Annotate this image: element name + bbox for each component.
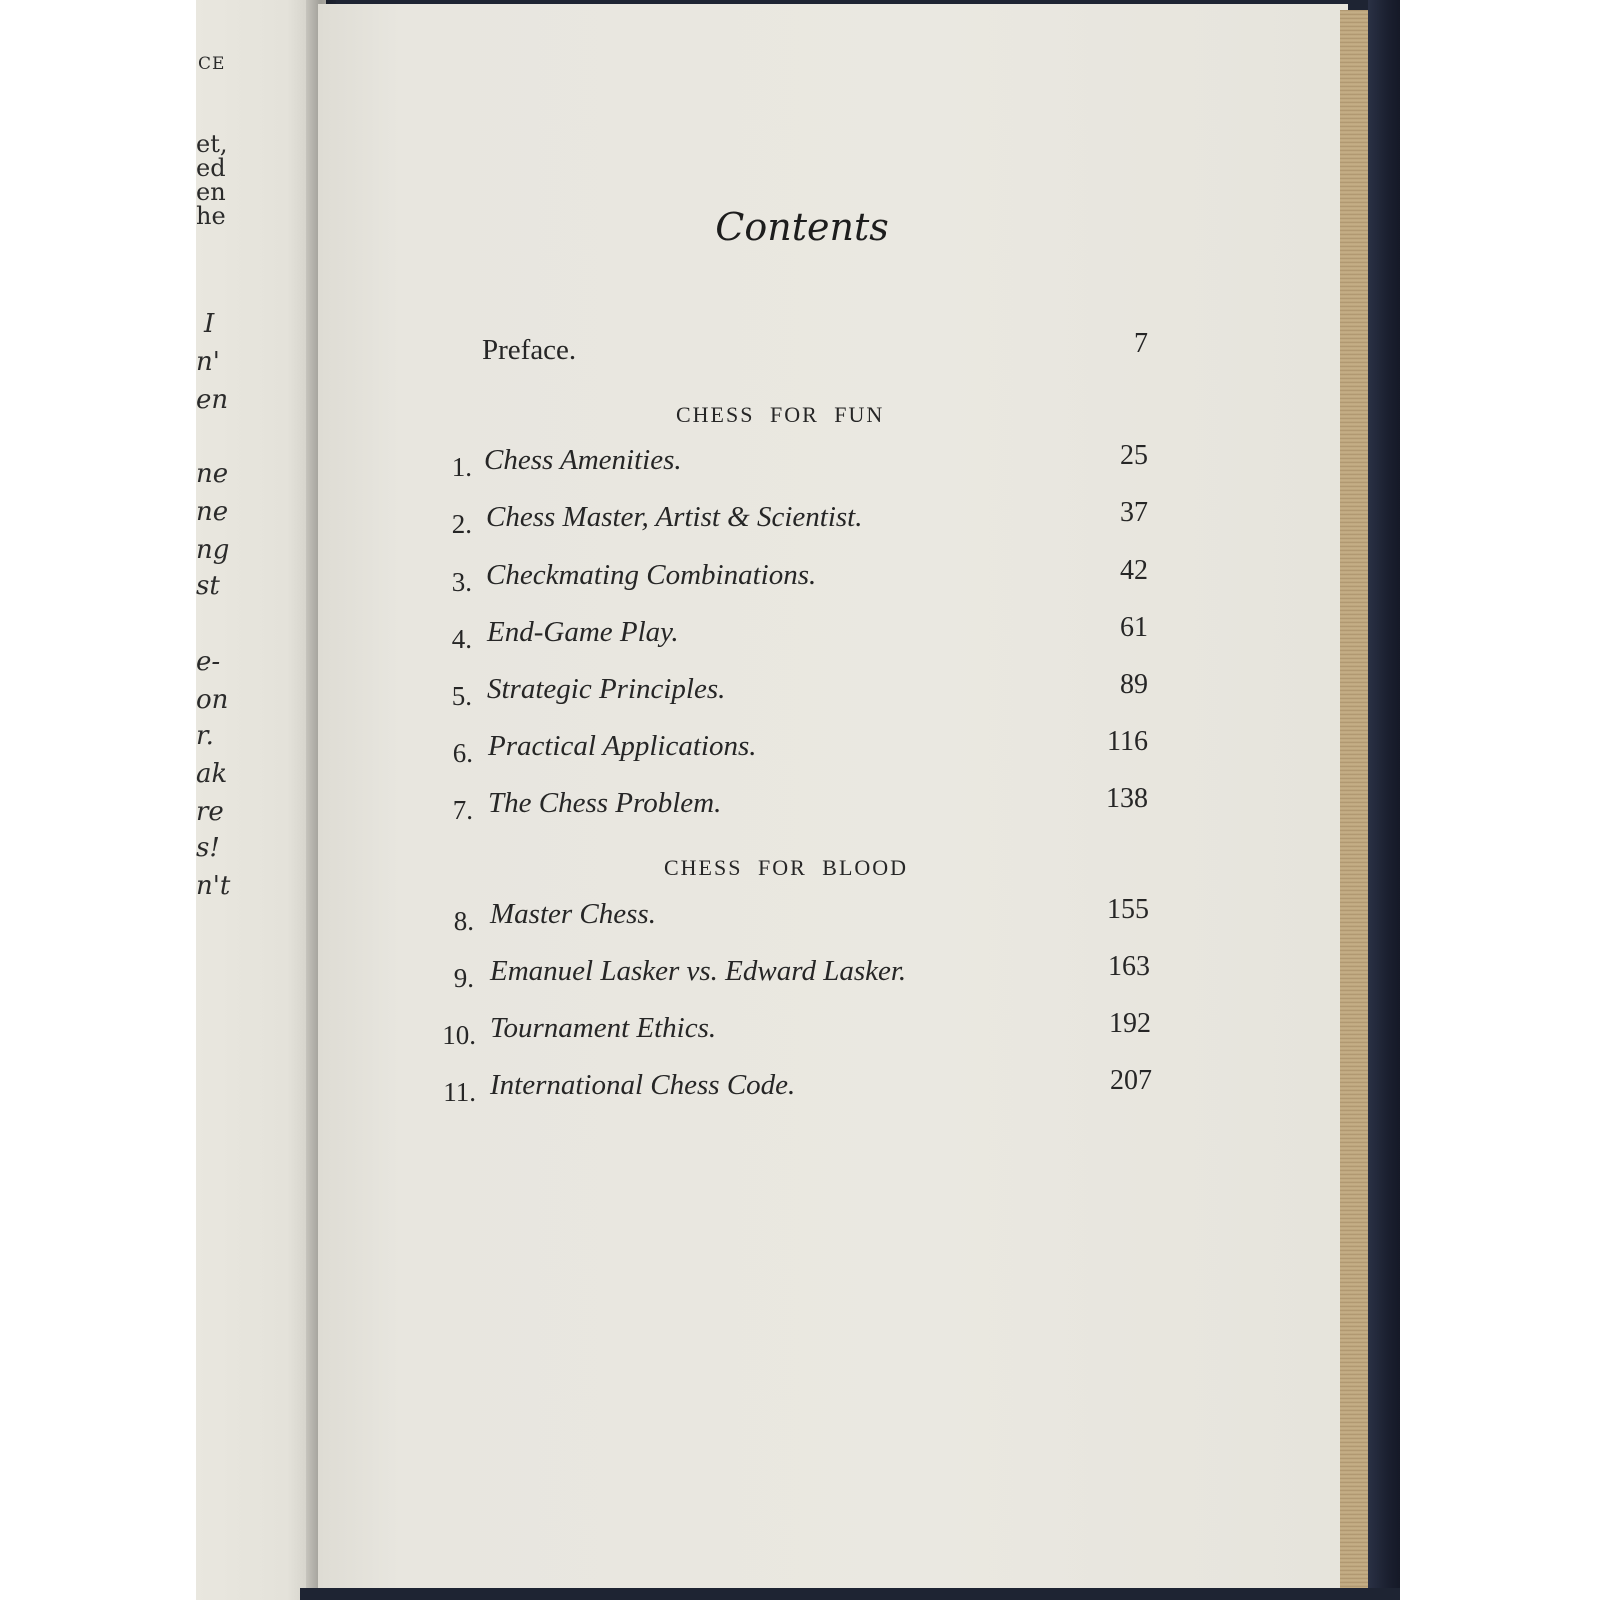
chapter-title: The Chess Problem. (488, 787, 722, 819)
chapter-page-number: 116 (1107, 726, 1148, 757)
facing-page-text: et, (196, 130, 228, 158)
chapter-page-number: 192 (1109, 1008, 1151, 1039)
facing-page-text: e- (196, 647, 221, 677)
facing-page-text: en (196, 385, 229, 415)
chapter-title: Checkmating Combinations. (486, 559, 817, 591)
chapter-number: 8. (453, 906, 474, 936)
facing-page-text: ne (196, 497, 229, 527)
chapter-title: End-Game Play. (487, 616, 679, 648)
facing-page-text: ng (196, 535, 230, 565)
chapter-number: 2. (451, 509, 472, 539)
chapter-number: 3. (451, 567, 472, 597)
chapter-title: Emanuel Lasker vs. Edward Lasker. (490, 955, 907, 987)
chapter-title: Tournament Ethics. (490, 1012, 717, 1044)
chapter-number: 9. (453, 963, 474, 993)
chapter-title: Chess Master, Artist & Scientist. (486, 501, 863, 533)
chapter-number: 4. (451, 624, 472, 654)
chapter-page-number: 42 (1120, 555, 1148, 586)
facing-page-text: ed (196, 154, 226, 182)
facing-page-text: st (196, 571, 220, 601)
chapter-number: 5. (451, 681, 472, 711)
chapter-page-number: 25 (1120, 440, 1148, 471)
facing-page-text: re (196, 797, 224, 827)
chapter-number: 6. (452, 738, 473, 768)
facing-page-text: ak (196, 759, 228, 789)
chapter-page-number: 163 (1108, 951, 1150, 982)
chapter-title: Strategic Principles. (487, 673, 726, 705)
preface-page-number: 7 (1134, 328, 1148, 359)
chapter-title: Chess Amenities. (484, 444, 682, 476)
facing-page-text: CE (198, 54, 226, 74)
chapter-page-number: 207 (1110, 1065, 1152, 1096)
book-cover-edge-bottom (300, 1588, 1400, 1600)
facing-page-text: r. (196, 721, 214, 751)
facing-page-text: en (196, 178, 226, 206)
section-heading: CHESS FOR FUN (676, 402, 885, 427)
chapter-title: International Chess Code. (490, 1069, 796, 1101)
chapter-number: 10. (442, 1020, 476, 1050)
chapter-page-number: 37 (1120, 497, 1148, 528)
chapter-title: Master Chess. (490, 898, 656, 930)
facing-page-text: he (196, 202, 226, 230)
chapter-number: 7. (452, 795, 473, 825)
section-heading: CHESS FOR BLOOD (664, 855, 909, 880)
facing-page-text: n't (196, 871, 231, 901)
chapter-number: 11. (443, 1077, 476, 1107)
contents-title: Contents (715, 205, 889, 249)
chapter-page-number: 89 (1120, 669, 1148, 700)
chapter-page-number: 138 (1106, 783, 1148, 814)
chapter-number: 1. (451, 452, 472, 482)
facing-page-text: ne (196, 459, 229, 489)
chapter-page-number: 155 (1107, 894, 1149, 925)
preface-label: Preface. (482, 334, 577, 366)
facing-page-text: I (204, 309, 215, 339)
facing-page-text: s! (196, 833, 220, 863)
facing-page-text: on (196, 685, 229, 715)
chapter-page-number: 61 (1120, 612, 1148, 643)
facing-page-text: n' (196, 347, 220, 377)
chapter-title: Practical Applications. (488, 730, 757, 762)
